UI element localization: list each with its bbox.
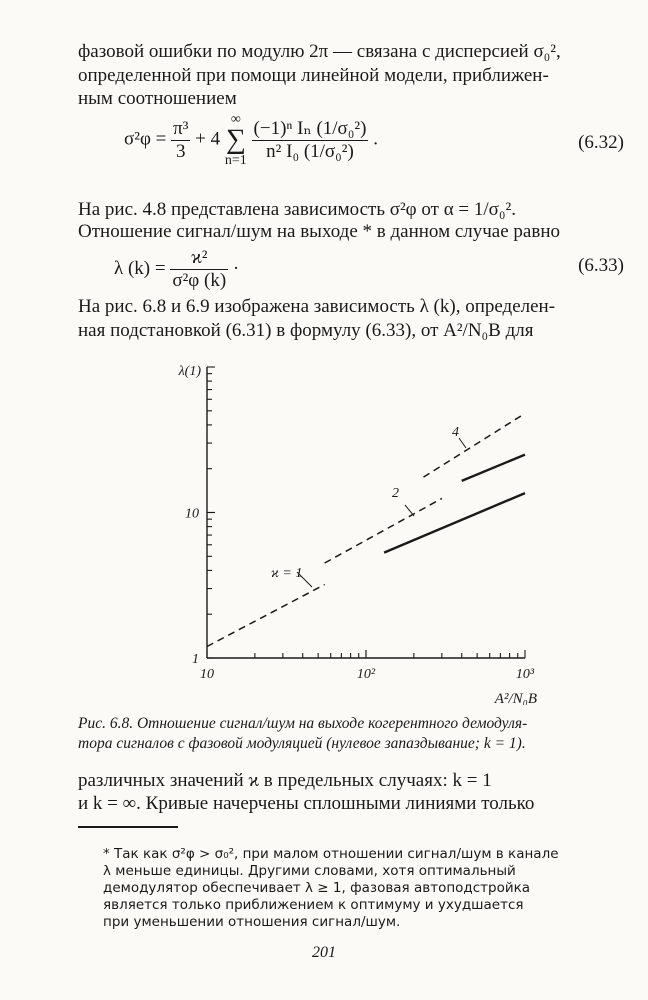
curve-label-leader xyxy=(405,505,414,516)
equation-6-33: λ (k) = $\frac{\text{ϰ²}}{\text{σ²φ (k)}}$ · xyxy=(114,247,240,291)
y-axis-label: λ(1) xyxy=(178,364,201,379)
footnote: * Так как σ²φ > σ₀², при малом отношении сигнал/шум в канале λ меньше единицы. Другими словами, хотя оптимальный демодулятор обеспечивает λ ≥ 1, фазовая автоподстройка является только приближением к оптимуму и ухудшается при уменьшении отношения сигнал/шум. xyxy=(103,846,559,930)
equation-number: (6.32) xyxy=(578,132,624,153)
sum-fraction: $\frac{\text{(−1)ⁿ Iₙ (1/σ₀²)}}{\text{n² I₀ (1/σ₀²)}}$ xyxy=(253,118,367,162)
figure-6-8-chart xyxy=(0,345,648,705)
series-line xyxy=(462,455,525,481)
text-line: фазовой ошибки по модулю 2π — связана с дисперсией σ₀², xyxy=(78,41,561,62)
series-line xyxy=(325,498,442,563)
page-number: 201 xyxy=(312,944,336,961)
x-axis-label: A²/N₀B xyxy=(494,691,537,705)
text-line: и k = ∞. Кривые начерчены сплошными линиями только xyxy=(78,793,535,814)
pi-fraction: $\frac{\text{π³}}{3}$ xyxy=(173,117,189,162)
text-line: ным соотношением xyxy=(78,88,237,109)
text-line: На рис. 6.8 и 6.9 изображена зависимость λ (k), определен- xyxy=(78,296,556,317)
text-line: На рис. 4.8 представлена зависимость σ²φ от α = 1/σ₀². xyxy=(78,199,516,220)
equation-6-32: σ²φ = $\frac{\text{π³}}{3}$ + 4 ∞ ∑ n=1 $\frac{\text{(−1)ⁿ Iₙ (1/σ₀²)}}{\text{n² I₀ (1/σ₀²)}}$ . xyxy=(124,112,378,168)
x-tick-label: 10³ xyxy=(515,667,535,682)
x-tick-label: 10² xyxy=(356,667,376,682)
eq-lhs: σ²φ = xyxy=(124,128,167,150)
sum-sign: ∞ ∑ n=1 xyxy=(224,112,247,168)
eq-plus: + 4 xyxy=(195,128,221,150)
series-line xyxy=(384,493,525,552)
y-tick-label: 10 xyxy=(185,506,199,522)
text-line: различных значений ϰ в предельных случаях: k = 1 xyxy=(78,770,492,791)
equation-number: (6.33) xyxy=(578,255,624,276)
footnote-rule xyxy=(78,826,178,828)
text-line: определенной при помощи линейной модели, приближен- xyxy=(78,65,549,86)
curve-label-leader xyxy=(459,438,466,448)
series-line xyxy=(424,413,526,477)
text-line: ная подстановкой (6.31) в формулу (6.33), от A²/N₀B для xyxy=(78,320,534,341)
curve-label: 2 xyxy=(392,486,399,501)
lambda-fraction: $\frac{\text{ϰ²}}{\text{σ²φ (k)}}$ xyxy=(172,247,227,291)
y-tick-label: 1 xyxy=(192,652,199,667)
text-line: Отношение сигнал/шум на выходе * в данном случае равно xyxy=(78,221,560,242)
curve-label: 4 xyxy=(452,425,459,440)
curve-label: ϰ = 1 xyxy=(271,566,303,581)
figure-caption: Рис. 6.8. Отношение сигнал/шум на выходе когерентного демодуля- тора сигналов с фазовой модуляцией (нулевое запаздывание; k = 1). xyxy=(78,715,528,752)
series-line xyxy=(207,585,325,647)
x-tick-label: 10 xyxy=(200,667,214,682)
